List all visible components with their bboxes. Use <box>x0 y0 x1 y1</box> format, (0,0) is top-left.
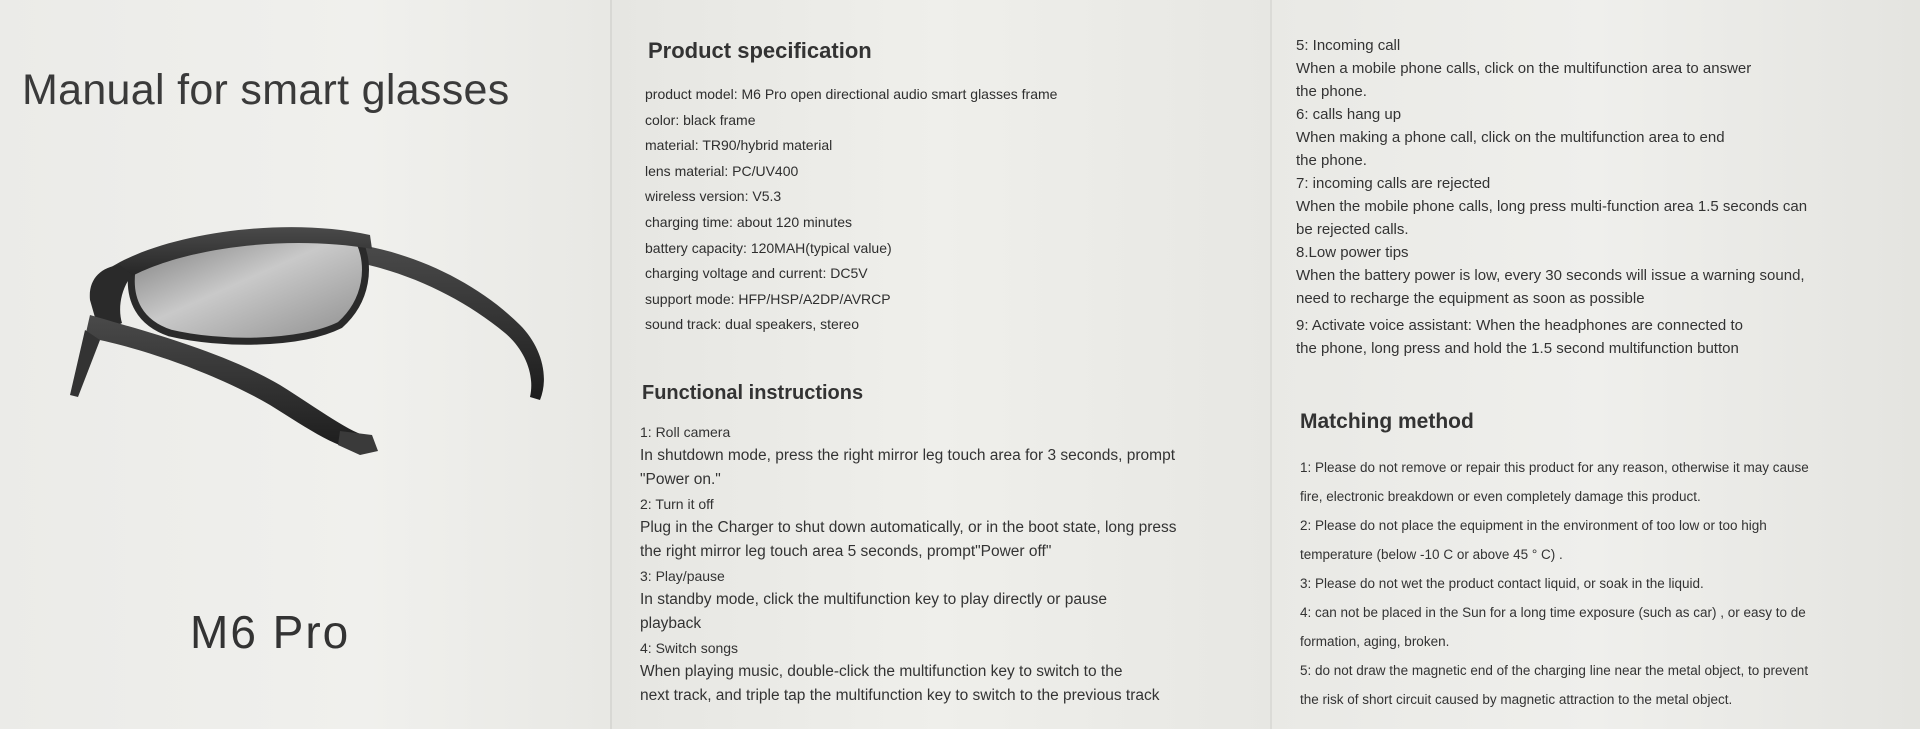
spec-item: product model: M6 Pro open directional audio smart glasses frame <box>645 86 1058 102</box>
smart-glasses-image <box>60 205 560 465</box>
call-instructions <box>1296 34 1896 360</box>
call-item: When the battery power is low, every 30 seconds will issue a warning sound, <box>1296 267 1805 284</box>
matching-item: 5: do not draw the magnetic end of the charging line near the metal object, to prevent <box>1300 663 1809 678</box>
call-item: When making a phone call, click on the multifunction area to end <box>1296 129 1725 146</box>
function-item: 4: Switch songs <box>640 640 739 656</box>
matching-item: fire, electronic breakdown or even completely damage this product. <box>1300 489 1701 504</box>
call-item: the phone. <box>1296 152 1367 169</box>
call-item: the phone, long press and hold the 1.5 second multifunction button <box>1296 340 1739 357</box>
matching-item: formation, aging, broken. <box>1300 634 1450 649</box>
manual-title: Manual for smart glasses <box>22 66 510 114</box>
matching-heading: Matching method <box>1300 410 1474 433</box>
call-item: When a mobile phone calls, click on the multifunction area to answer <box>1296 60 1752 77</box>
spec-item: support mode: HFP/HSP/A2DP/AVRCP <box>645 290 891 307</box>
spec-item: lens material: PC/UV400 <box>645 162 799 179</box>
call-item: 8.Low power tips <box>1296 244 1409 261</box>
call-item: 7: incoming calls are rejected <box>1296 175 1491 192</box>
matching-item: 3: Please do not wet the product contact liquid, or soak in the liquid. <box>1300 576 1704 591</box>
matching-item: the risk of short circuit caused by magnetic attraction to the metal object. <box>1300 692 1733 707</box>
function-item: In standby mode, click the multifunction key to play directly or pause <box>640 591 1107 608</box>
call-item: 5: Incoming call <box>1296 37 1401 54</box>
call-item: 9: Activate voice assistant: When the headphones are connected to <box>1296 317 1743 334</box>
spec-list <box>645 82 1057 338</box>
function-item: In shutdown mode, press the right mirror leg touch area for 3 seconds, prompt <box>640 447 1176 464</box>
spec-heading: Product specification <box>648 38 872 63</box>
function-item: the right mirror leg touch area 5 seconds, prompt"Power off" <box>640 543 1052 560</box>
matching-item: 2: Please do not place the equipment in the environment of too low or too high <box>1300 518 1767 533</box>
fold-line <box>610 0 612 729</box>
call-item: the phone. <box>1296 83 1367 100</box>
matching-list <box>1300 453 1910 714</box>
matching-item: temperature (below -10 C or above 45 ° C) . <box>1300 547 1563 562</box>
function-item: playback <box>640 615 702 632</box>
spec-item: wireless version: V5.3 <box>645 188 782 205</box>
functional-heading: Functional instructions <box>642 382 864 404</box>
function-item: next track, and triple tap the multifunction key to switch to the previous track <box>640 687 1160 704</box>
functional-list <box>640 420 1260 708</box>
spec-item: battery capacity: 120MAH(typical value) <box>645 239 892 256</box>
function-item: Plug in the Charger to shut down automatically, or in the boot state, long press <box>640 519 1177 536</box>
call-item: When the mobile phone calls, long press multi-function area 1.5 seconds can <box>1296 198 1808 215</box>
spec-item: color: black frame <box>645 111 756 128</box>
function-item: 1: Roll camera <box>640 424 731 440</box>
call-item: be rejected calls. <box>1296 221 1409 238</box>
function-item: 2: Turn it off <box>640 496 714 512</box>
spec-item: sound track: dual speakers, stereo <box>645 316 860 333</box>
call-item: 6: calls hang up <box>1296 106 1402 123</box>
call-item: need to recharge the equipment as soon as possible <box>1296 290 1645 307</box>
spec-item: material: TR90/hybrid material <box>645 137 833 154</box>
fold-line <box>1270 0 1272 729</box>
spec-item: charging time: about 120 minutes <box>645 213 853 230</box>
matching-item: 4: can not be placed in the Sun for a long time exposure (such as car) , or easy to de <box>1300 605 1806 620</box>
matching-item: 1: Please do not remove or repair this product for any reason, otherwise it may cause <box>1300 460 1809 475</box>
spec-item: charging voltage and current: DC5V <box>645 265 868 282</box>
model-name: M6 Pro <box>190 606 351 658</box>
function-item: "Power on." <box>640 471 721 488</box>
function-item: When playing music, double-click the multifunction key to switch to the <box>640 663 1123 680</box>
function-item: 3: Play/pause <box>640 568 725 584</box>
